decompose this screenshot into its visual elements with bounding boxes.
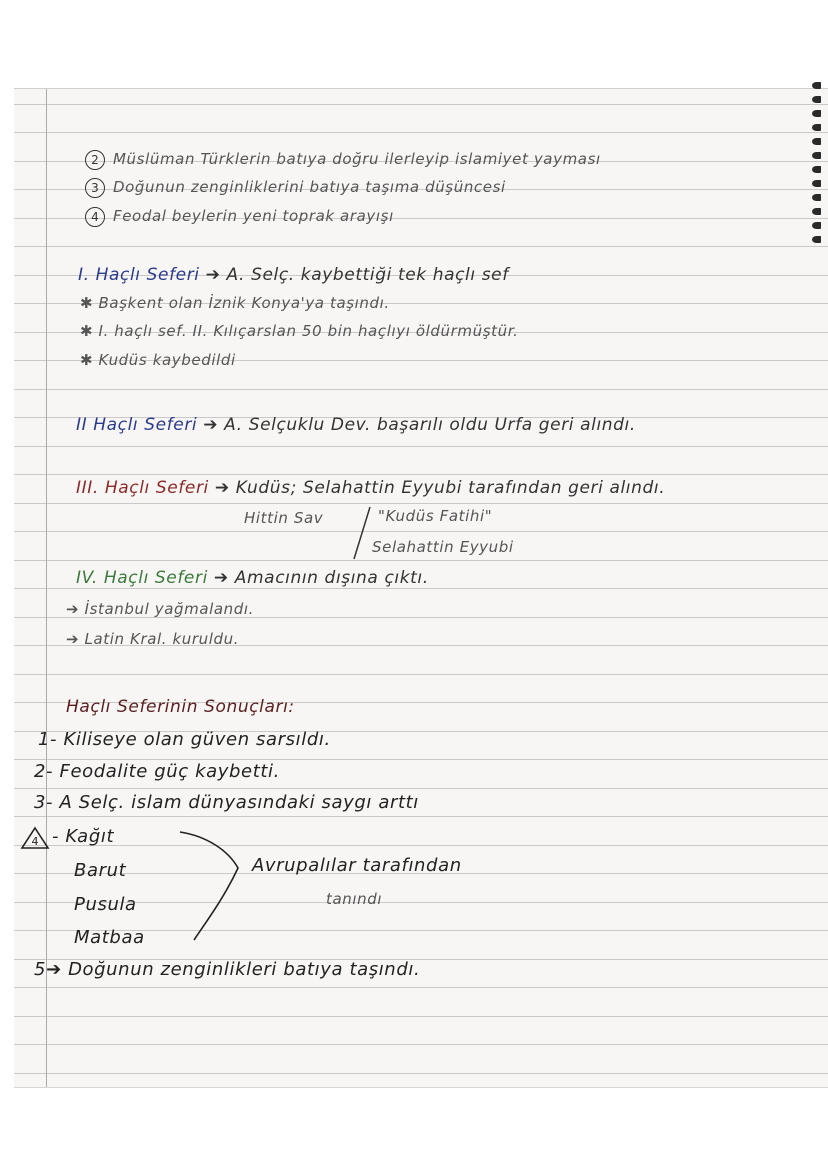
arrow-icon: ➔ — [214, 478, 230, 498]
result-item: 1- Kiliseye olan güven sarsıldı. — [38, 729, 331, 750]
cause-text: Doğunun zenginliklerini batıya taşıma düşüncesi — [113, 178, 506, 196]
crusade-3-line — [76, 478, 665, 498]
crusade-4-bullet: ➔ İstanbul yağmalandı. — [66, 600, 255, 618]
crusade-4-rest: Amacının dışına çıktı. — [234, 568, 429, 588]
battle-name: Hittin Sav — [244, 509, 324, 527]
triangle-number-icon — [20, 826, 50, 850]
inventions-note: tanındı — [326, 890, 383, 908]
crusade-1-rest: A. Selç. kaybettiği tek haçlı sef — [226, 265, 509, 285]
crusade-1-heading: I. Haçlı Seferi — [78, 265, 200, 285]
crusade-1-bullet: ✱ Kudüs kaybedildi — [80, 351, 236, 369]
svg-text:4: 4 — [31, 835, 39, 848]
arrow-icon: ➔ — [205, 265, 221, 285]
cause-number-3: 3 — [85, 178, 105, 198]
result-item: 2- Feodalite güç kaybetti. — [34, 761, 280, 782]
saladin-title: "Kudüs Fatihi" — [378, 507, 493, 525]
asterisk-icon: ✱ — [80, 351, 99, 369]
crusade-4-bullet: ➔ Latin Kral. kuruldu. — [66, 630, 240, 648]
arrow-icon: ➔ — [213, 568, 229, 588]
results-title: Haçlı Seferinin Sonuçları: — [66, 697, 295, 717]
crusade-1-bullet: ✱ I. haçlı sef. II. Kılıçarslan 50 bin haçlıyı öldürmüştür. — [80, 322, 519, 340]
cause-2 — [85, 150, 601, 170]
crusade-3-heading: III. Haçlı Seferi — [76, 478, 209, 498]
cause-number-4: 4 — [85, 207, 105, 227]
result-item-5: 5➔ Doğunun zenginlikleri batıya taşındı. — [34, 959, 421, 980]
asterisk-icon: ✱ — [80, 294, 99, 312]
inventions-note: Avrupalılar tarafından — [252, 855, 462, 876]
cause-text: Feodal beylerin yeni toprak arayışı — [113, 207, 394, 225]
cause-3 — [85, 178, 506, 198]
crusade-1-bullet: ✱ Başkent olan İznik Konya'ya taşındı. — [80, 294, 390, 312]
invention-item: Barut — [74, 860, 127, 881]
binder-holes — [812, 82, 826, 250]
cause-4 — [85, 207, 394, 227]
invention-item: - Kağıt — [52, 826, 115, 847]
crusade-2-line — [76, 415, 636, 435]
crusade-2-heading: II Haçlı Seferi — [76, 415, 198, 435]
slash-divider — [350, 505, 374, 561]
arrow-icon: ➔ — [66, 630, 85, 648]
cause-number-2: 2 — [85, 150, 105, 170]
crusade-2-rest: A. Selçuklu Dev. başarılı oldu Urfa geri alındı. — [224, 415, 636, 435]
cause-text: Müslüman Türklerin batıya doğru ilerleyip islamiyet yayması — [113, 150, 601, 168]
crusade-4-heading: IV. Haçlı Seferi — [76, 568, 208, 588]
crusade-3-rest: Kudüs; Selahattin Eyyubi tarafından geri alındı. — [235, 478, 666, 498]
saladin-name: Selahattin Eyyubi — [372, 538, 514, 556]
crusade-1-line — [78, 265, 509, 285]
asterisk-icon: ✱ — [80, 322, 99, 340]
invention-item: Matbaa — [74, 927, 145, 948]
arrow-icon: ➔ — [46, 959, 62, 980]
arrow-icon: ➔ — [203, 415, 219, 435]
arrow-icon: ➔ — [66, 600, 85, 618]
invention-item: Pusula — [74, 894, 137, 915]
curly-bracket — [176, 826, 256, 946]
crusade-4-line — [76, 568, 429, 588]
result-item: 3- A Selç. islam dünyasındaki saygı arttı — [34, 792, 419, 813]
